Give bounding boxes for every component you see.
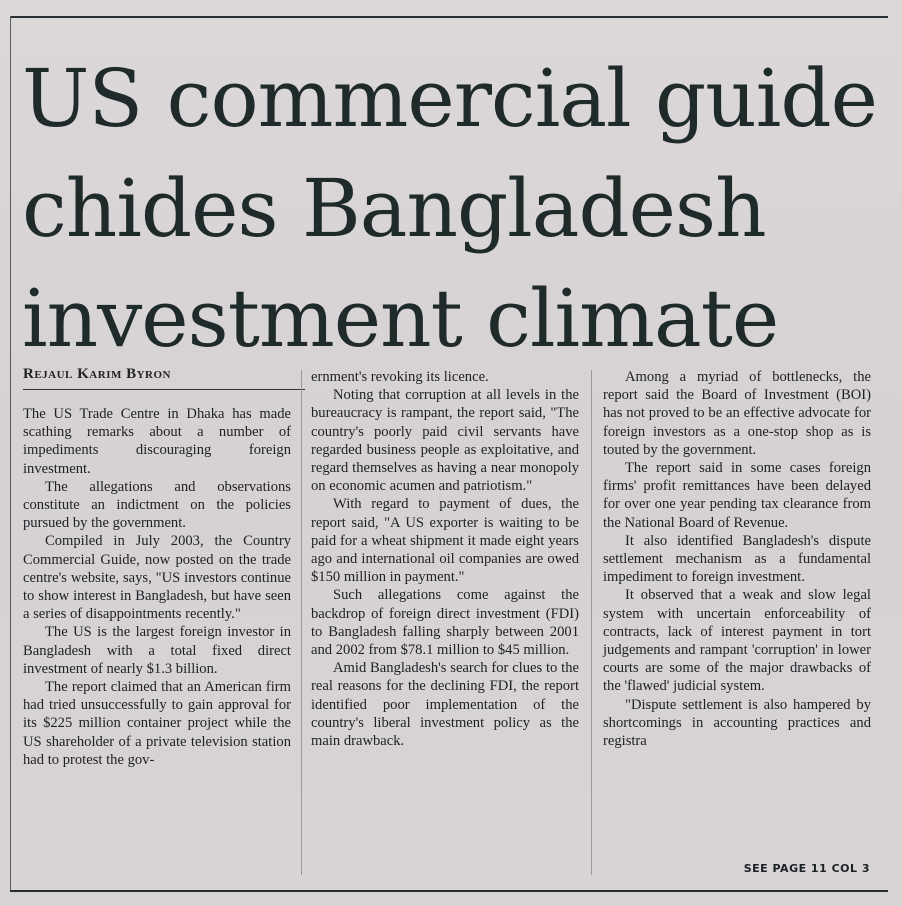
column-divider — [591, 370, 592, 875]
paragraph: Such allegations come against the backdrop of foreign direct investment (FDI) to Bangladesh falling sharply between 2001 and 2002 from $78.1 million to $45 million. — [311, 587, 579, 659]
paragraph: It observed that a weak and slow legal system with uncertain enforceability of contracts, lack of interest payment in tort judgements and rampant 'corruption' in lower courts are some of the major drawbacks of the 'flawed' judicial system. — [603, 587, 871, 695]
article-column-2 — [311, 368, 579, 750]
paragraph: ernment's revoking its licence. — [311, 369, 489, 385]
headline-line: investment climate — [22, 272, 779, 365]
left-rule — [10, 16, 11, 892]
paragraph: The US Trade Centre in Dhaka has made scathing remarks about a number of impediments discouraging foreign investment. — [23, 406, 291, 477]
paragraph: "Dispute settlement is also hampered by shortcomings in accounting practices and registra — [603, 696, 871, 750]
column-divider — [301, 370, 302, 875]
paragraph: The report claimed that an American firm had tried unsuccessfully to gain approval for its $225 million container project while the US shareholder of a private television station had to protest the gov- — [23, 679, 291, 768]
headline — [22, 44, 892, 374]
headline-line: chides Bangladesh — [22, 162, 766, 255]
paragraph: The allegations and observations constitute an indictment on the policies pursued by the government. — [23, 478, 291, 532]
headline-line: US commercial guide — [22, 52, 877, 145]
article-column-3 — [603, 368, 871, 750]
byline: Rejaul Karim Byron — [23, 366, 305, 390]
paragraph: With regard to payment of dues, the report said, "A US exporter is waiting to be paid for a wheat shipment it made eight years ago and international oil companies are owed $150 million in payment." — [311, 496, 579, 586]
top-rule — [10, 16, 888, 18]
paragraph: The US is the largest foreign investor in Bangladesh with a total fixed direct investment of nearly $1.3 billion. — [23, 624, 291, 677]
paragraph: Among a myriad of bottlenecks, the report said the Board of Investment (BOI) has not proved to be an effective advocate for foreign investors as a one-stop shop as is touted by the government. — [603, 369, 871, 458]
article-column-1 — [23, 405, 291, 769]
paragraph: The report said in some cases foreign firms' profit remittances have been delayed for over one year pending tax clearance from the National Board of Revenue. — [603, 460, 871, 531]
paragraph: It also identified Bangladesh's dispute settlement mechanism as a fundamental impediment to foreign investment. — [603, 532, 871, 586]
paragraph: Amid Bangladesh's search for clues to the real reasons for the declining FDI, the report identified poor implementation of the country's liberal investment policy as the main drawback. — [311, 660, 579, 750]
bottom-rule — [10, 890, 888, 892]
paragraph: Noting that corruption at all levels in the bureaucracy is rampant, the report said, "The country's poorly paid civil servants have regarded business people as exploitative, and regard themselves as having a near monopoly on economic acumen and patriotism." — [311, 387, 579, 495]
paragraph: Compiled in July 2003, the Country Commercial Guide, now posted on the trade centre's website, says, "US investors continue to show interest in Bangladesh, but have seen a series of disappointments recently." — [23, 533, 291, 623]
continuation-note: SEE PAGE 11 COL 3 — [743, 862, 870, 875]
